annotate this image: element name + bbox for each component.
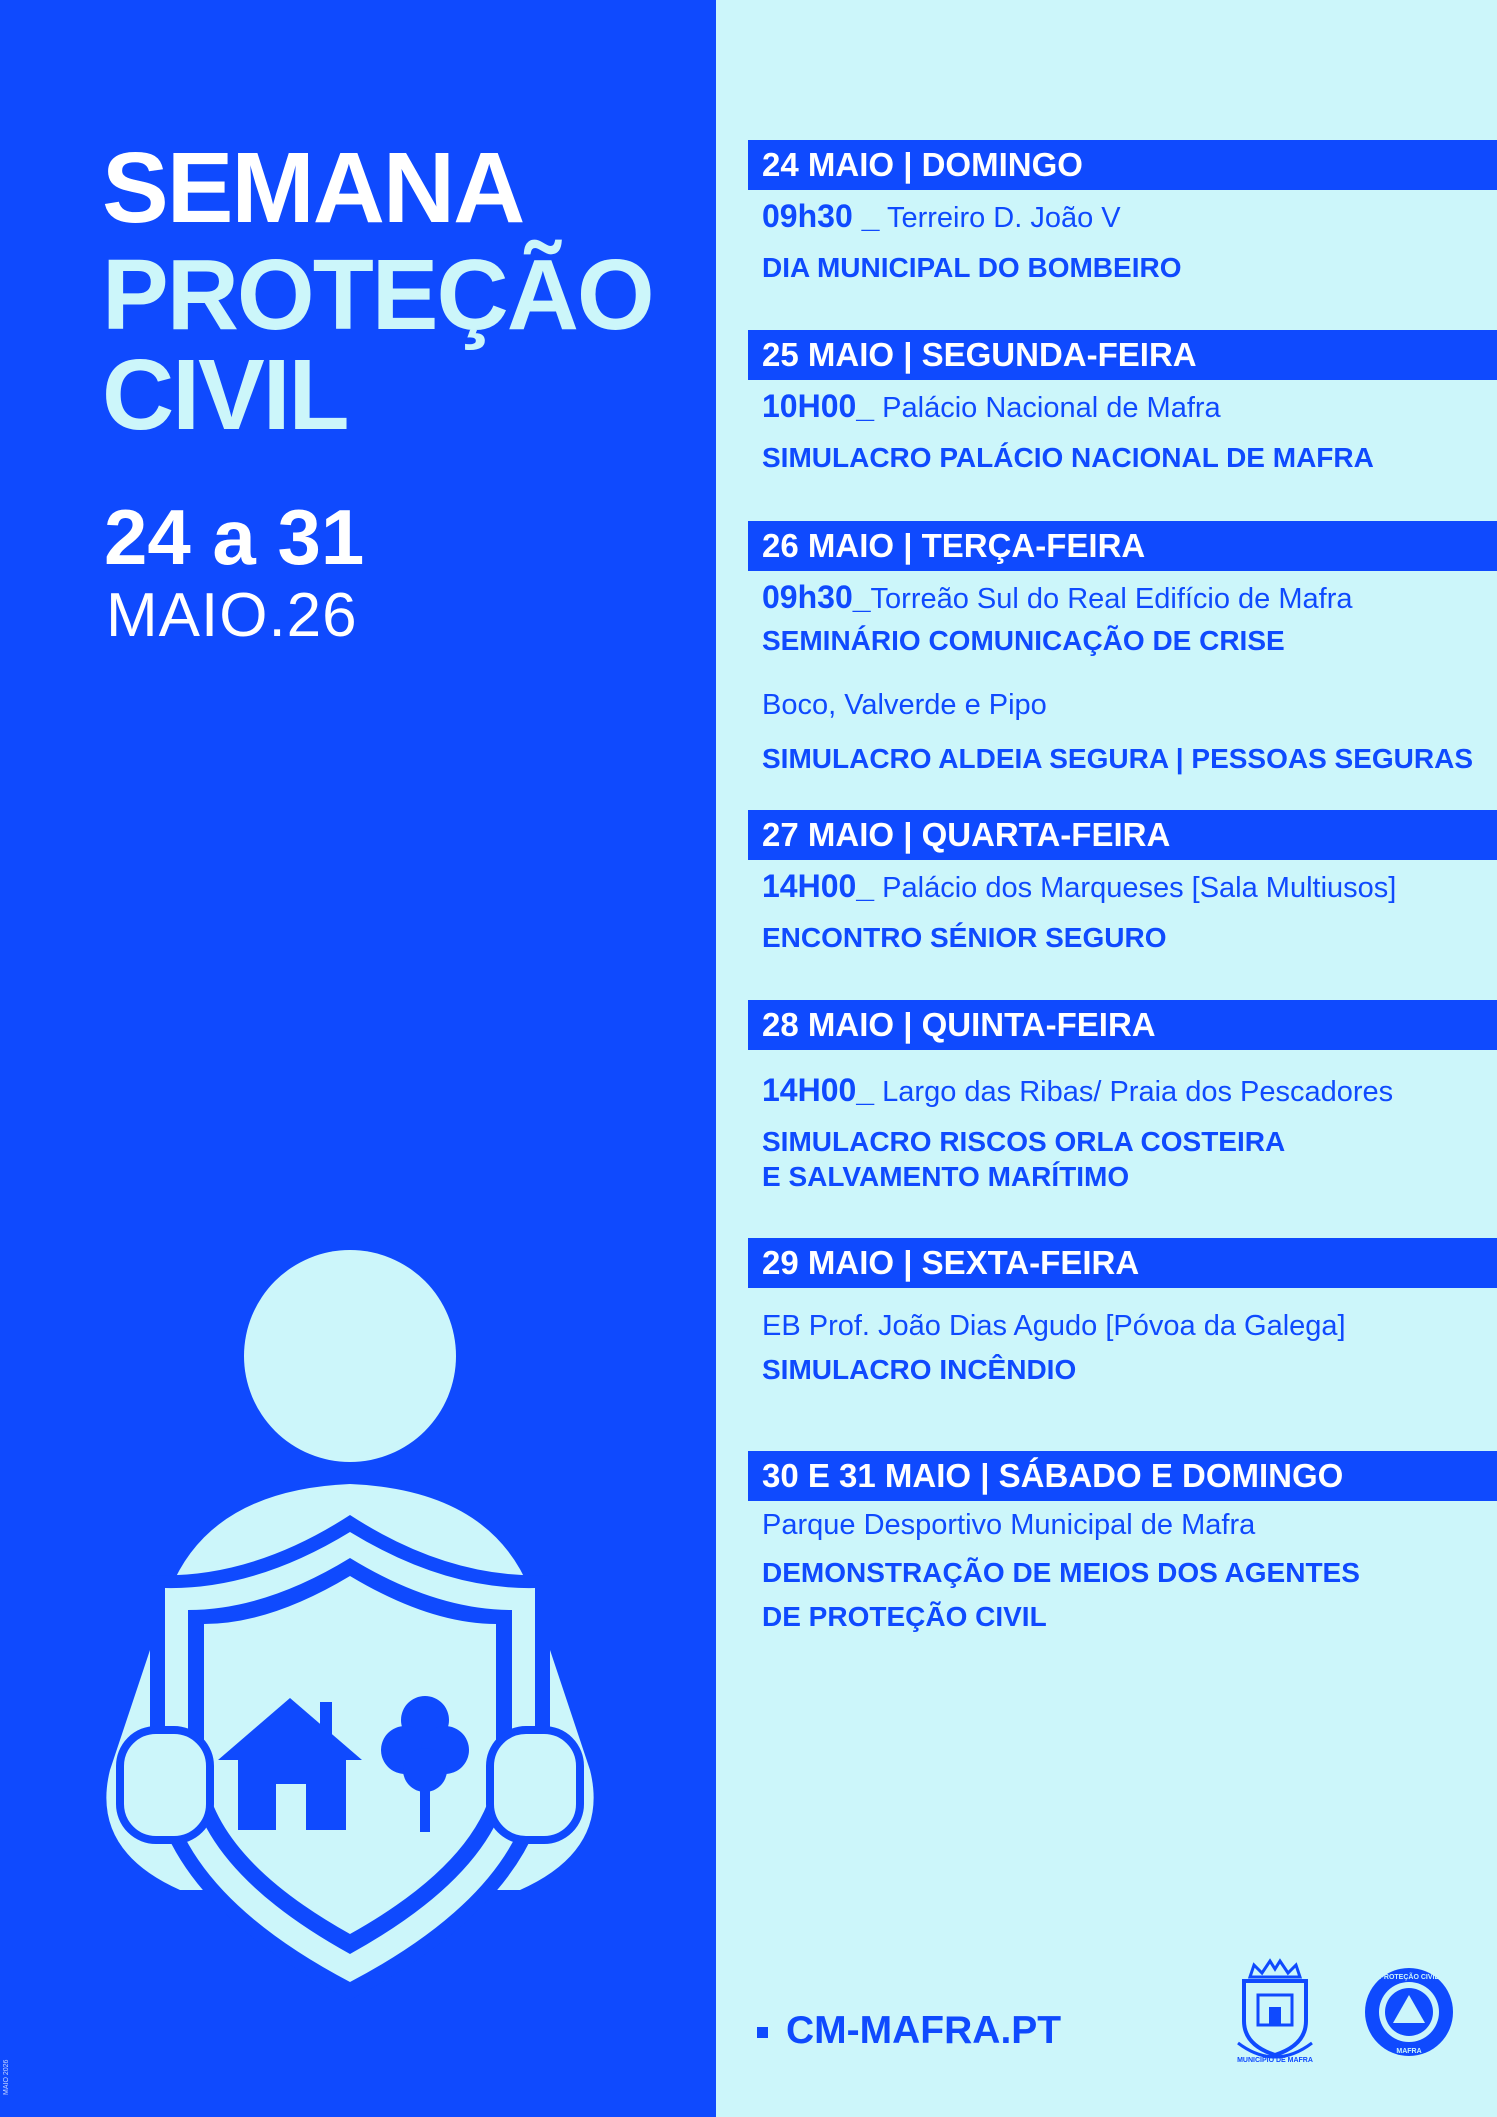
event-title: SIMULACRO RISCOS ORLA COSTEIRA bbox=[762, 1126, 1286, 1157]
event-time-place bbox=[762, 1072, 1393, 1109]
event-title-line-2: E SALVAMENTO MARÍTIMO bbox=[762, 1161, 1130, 1192]
person-shield-illustration-icon bbox=[50, 1250, 650, 2010]
event-header: 27 MAIO | QUARTA-FEIRA bbox=[748, 810, 1497, 860]
civil-protection-label: PROTEÇÃO CIVIL bbox=[1379, 1974, 1439, 1981]
event-time-place bbox=[762, 868, 1396, 905]
website-link[interactable] bbox=[757, 2009, 1061, 2053]
event-day-25 bbox=[748, 330, 1497, 473]
event-day-24 bbox=[748, 140, 1497, 283]
title-line-3: CIVIL bbox=[102, 339, 348, 451]
event-place: EB Prof. João Dias Agudo [Póvoa da Galega] bbox=[762, 1310, 1346, 1342]
event-title: SIMULACRO PALÁCIO NACIONAL DE MAFRA bbox=[762, 442, 1374, 473]
event-day-27 bbox=[748, 810, 1497, 953]
event-time-place bbox=[762, 198, 1121, 235]
event-day-28 bbox=[748, 1000, 1497, 1192]
event-place: Palácio Nacional de Mafra bbox=[874, 392, 1221, 424]
event-time: 14H00_ bbox=[762, 868, 875, 904]
small-print: MAIO 2026 bbox=[3, 2059, 10, 2095]
event-time: 09h30_ bbox=[762, 579, 871, 615]
crest-label: MUNICÍPIO DE MAFRA bbox=[1237, 2057, 1313, 2064]
event-header: 24 MAIO | DOMINGO bbox=[748, 140, 1497, 190]
event-day-26 bbox=[748, 521, 1497, 774]
event-place: Palácio dos Marqueses [Sala Multiusos] bbox=[874, 872, 1397, 904]
event-time: 09h30 _ bbox=[762, 198, 880, 234]
municipal-crest-icon bbox=[1230, 1955, 1320, 2065]
event-place: Terreiro D. João V bbox=[879, 202, 1121, 234]
website-text: CM-MAFRA.PT bbox=[786, 2009, 1062, 2052]
left-panel bbox=[0, 0, 716, 2117]
event-title-2: SIMULACRO ALDEIA SEGURA | PESSOAS SEGURAS bbox=[762, 743, 1474, 774]
title-line-2: PROTEÇÃO bbox=[102, 239, 653, 351]
event-place: Largo das Ribas/ Praia dos Pescadores bbox=[874, 1076, 1394, 1108]
event-place: Torreão Sul do Real Edifício de Mafra bbox=[870, 583, 1353, 615]
event-days-30-31 bbox=[748, 1451, 1497, 1632]
event-header: 25 MAIO | SEGUNDA-FEIRA bbox=[748, 330, 1497, 380]
event-header: 29 MAIO | SEXTA-FEIRA bbox=[748, 1238, 1497, 1288]
event-title: ENCONTRO SÉNIOR SEGURO bbox=[762, 922, 1167, 953]
event-title: DIA MUNICIPAL DO BOMBEIRO bbox=[762, 252, 1182, 283]
event-title: SEMINÁRIO COMUNICAÇÃO DE CRISE bbox=[762, 625, 1285, 656]
event-header: 28 MAIO | QUINTA-FEIRA bbox=[748, 1000, 1497, 1050]
event-time: 10H00_ bbox=[762, 388, 875, 424]
event-time-place bbox=[762, 579, 1353, 616]
event-header: 26 MAIO | TERÇA-FEIRA bbox=[748, 521, 1497, 571]
event-title: DEMONSTRAÇÃO DE MEIOS DOS AGENTES bbox=[762, 1557, 1360, 1588]
event-day-29 bbox=[748, 1238, 1497, 1385]
event-place-2: Boco, Valverde e Pipo bbox=[762, 689, 1047, 721]
event-place: Parque Desportivo Municipal de Mafra bbox=[762, 1509, 1256, 1541]
civil-protection-city: MAFRA bbox=[1396, 2048, 1422, 2055]
event-title: SIMULACRO INCÊNDIO bbox=[762, 1354, 1077, 1385]
event-title-line-2: DE PROTEÇÃO CIVIL bbox=[762, 1601, 1047, 1632]
civil-protection-icon bbox=[1362, 1965, 1456, 2059]
event-time: 14H00_ bbox=[762, 1072, 875, 1108]
event-header: 30 E 31 MAIO | SÁBADO E DOMINGO bbox=[748, 1451, 1497, 1501]
title-line-1: SEMANA bbox=[102, 132, 524, 244]
bullet-icon bbox=[757, 2027, 768, 2038]
event-time-place bbox=[762, 388, 1221, 425]
month-year: MAIO.26 bbox=[106, 581, 358, 650]
date-range: 24 a 31 bbox=[104, 493, 365, 581]
right-panel bbox=[716, 0, 1497, 2117]
